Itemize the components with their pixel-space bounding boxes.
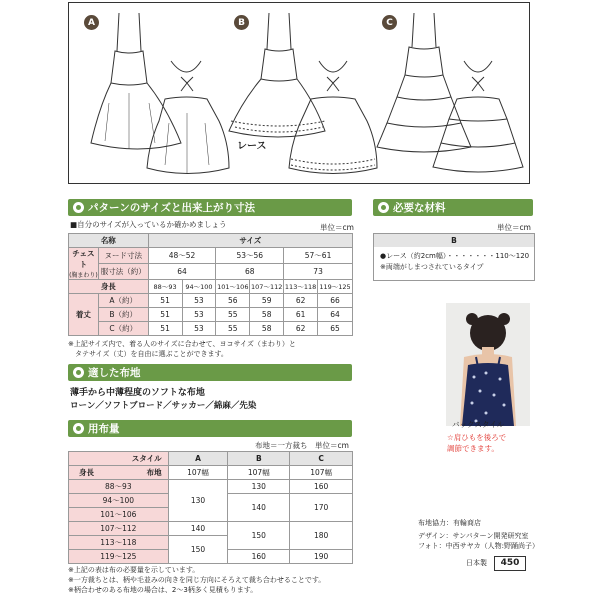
cell: 65 <box>318 322 353 336</box>
yardage-title: 用布量 <box>88 423 120 435</box>
section-dot-icon <box>73 423 84 434</box>
dress-a-back <box>147 61 229 174</box>
cell-a: 140 <box>168 522 228 536</box>
credit-photo: フォト：中西サヤカ（人物:野踊尚子） <box>418 542 540 550</box>
size-section-header <box>68 199 352 216</box>
height-value: 113〜118 <box>284 280 318 294</box>
height-value: 119〜125 <box>318 280 353 294</box>
badge-c: C <box>382 15 397 30</box>
nude-value: 48〜52 <box>148 248 216 264</box>
finished-value: 73 <box>284 264 353 280</box>
height-value: 107〜112 <box>250 280 284 294</box>
cell: 61 <box>284 308 318 322</box>
made-in-japan: 日本製 <box>466 559 487 567</box>
fabric-section-header <box>68 364 352 381</box>
back-style-photo <box>446 303 530 426</box>
header-size: サイズ <box>148 234 352 248</box>
width-a: 107幅 <box>168 466 228 480</box>
chest-label: チェスト (胸まわり) <box>69 249 98 279</box>
cell: 62 <box>284 322 318 336</box>
size-unit: 単位＝cm <box>320 223 354 232</box>
materials-section-header <box>373 199 533 216</box>
section-dot-icon <box>378 202 389 213</box>
height-value: 94〜100 <box>69 494 169 508</box>
materials-unit: 単位＝cm <box>497 223 531 232</box>
height-value: 101〜106 <box>216 280 250 294</box>
nude-value: 57〜61 <box>284 248 353 264</box>
size-footnote: ※上記サイズ内で、着る人のサイズに合わせて、ヨコサイズ（まわり）と タテサイズ（丈）を自由に選ぶことができます。 <box>68 340 296 358</box>
height-value: 107〜112 <box>69 522 169 536</box>
cell-b: 160 <box>228 550 290 564</box>
cell: 51 <box>148 308 182 322</box>
cell-a: 150 <box>168 536 228 564</box>
cell: 62 <box>284 294 318 308</box>
illustration-panel <box>68 2 530 184</box>
width-b: 107幅 <box>228 466 290 480</box>
fabric-title: 適した布地 <box>88 367 141 379</box>
cell-c: 160 <box>290 480 353 494</box>
height-value: 94〜100 <box>182 280 216 294</box>
cell-a: 130 <box>168 480 228 522</box>
yardage-section-header <box>68 420 352 437</box>
materials-item-note: ※両端がしまつされているタイプ <box>380 263 484 271</box>
nude-label: ヌード寸法 <box>98 248 148 264</box>
width-c: 107幅 <box>290 466 353 480</box>
cell: 55 <box>216 308 250 322</box>
cell-b: 140 <box>228 494 290 522</box>
style-label: スタイル <box>69 452 169 466</box>
height-label: 身長 <box>69 280 149 294</box>
cell: 53 <box>182 322 216 336</box>
cell: 58 <box>250 322 284 336</box>
row-label: C（約） <box>98 322 148 336</box>
cell: 58 <box>250 308 284 322</box>
nude-value: 53〜56 <box>216 248 284 264</box>
row-label: A（約） <box>98 294 148 308</box>
credit-fabric: 布地協力：有輪商店 <box>418 519 481 527</box>
fabric-headline: 薄手から中薄程度のソフトな布地 <box>70 388 205 398</box>
badge-a: A <box>84 15 99 30</box>
yardage-unit: 布地＝一方裁ち 単位＝cm <box>255 441 349 450</box>
cell: 53 <box>182 294 216 308</box>
cell: 64 <box>318 308 353 322</box>
materials-item: ●レース（約2cm幅）・・・・・・・110〜120 <box>380 252 530 260</box>
child-silhouette-image <box>446 303 530 426</box>
dress-c-front <box>377 13 471 152</box>
cell: 51 <box>148 322 182 336</box>
cell: 59 <box>250 294 284 308</box>
cell: 51 <box>148 294 182 308</box>
row-label: B（約） <box>98 308 148 322</box>
finished-value: 64 <box>148 264 216 280</box>
cell-c: 170 <box>290 494 353 522</box>
size-table <box>68 233 353 336</box>
dress-illustrations <box>69 3 529 183</box>
header-name: 名称 <box>69 234 149 248</box>
finished-label: 服寸法（約） <box>98 264 148 280</box>
height-fabric-label: 身長 布地 <box>69 466 169 480</box>
credit-design: デザイン：サンパターン開発研究室 <box>418 532 529 540</box>
height-value: 113〜118 <box>69 536 169 550</box>
height-value: 88〜93 <box>148 280 182 294</box>
badge-b: B <box>234 15 249 30</box>
materials-box <box>373 233 535 281</box>
dress-b-back <box>289 61 377 174</box>
cell-c: 180 <box>290 522 353 550</box>
yardage-table <box>68 451 353 564</box>
cell: 56 <box>216 294 250 308</box>
section-dot-icon <box>73 367 84 378</box>
fabric-list: ローン／ソフトブロード／サッカー／綿麻／先染 <box>70 401 257 411</box>
cell-b: 150 <box>228 522 290 550</box>
size-note: ■自分のサイズが入っているか確かめましょう <box>70 220 227 229</box>
materials-title: 必要な材料 <box>393 202 446 214</box>
style-b: B <box>228 452 290 466</box>
dress-c-back <box>433 61 523 172</box>
size-section-title: パターンのサイズと出来上がり寸法 <box>88 202 255 214</box>
cell: 66 <box>318 294 353 308</box>
height-value: 88〜93 <box>69 480 169 494</box>
dress-b-front <box>229 13 325 137</box>
dress-a-front <box>91 13 181 149</box>
height-value: 101〜106 <box>69 508 169 522</box>
height-value: 119〜125 <box>69 550 169 564</box>
style-c: C <box>290 452 353 466</box>
cell: 53 <box>182 308 216 322</box>
photo-note: ☆肩ひもを後ろで 調節できます。 <box>447 433 507 453</box>
lace-label: レース <box>237 141 267 152</box>
length-label: 着丈 <box>69 294 99 336</box>
section-dot-icon <box>73 202 84 213</box>
cell: 55 <box>216 322 250 336</box>
cell-c: 190 <box>290 550 353 564</box>
yardage-footnotes: ※上記の表は布の必要量を示しています。 ※一方裁ちとは、柄や毛並みの向きを同じ方向にそろえて裁ち合わせることです。 ※柄合わせのある布地の場合は、2〜3柄多く見積もります。 <box>68 566 326 594</box>
pattern-number: 450 <box>494 556 526 571</box>
style-a: A <box>168 452 228 466</box>
cell-b: 130 <box>228 480 290 494</box>
photo-caption: バックスタイル <box>452 420 505 429</box>
finished-value: 68 <box>216 264 284 280</box>
materials-header: B <box>374 234 534 247</box>
